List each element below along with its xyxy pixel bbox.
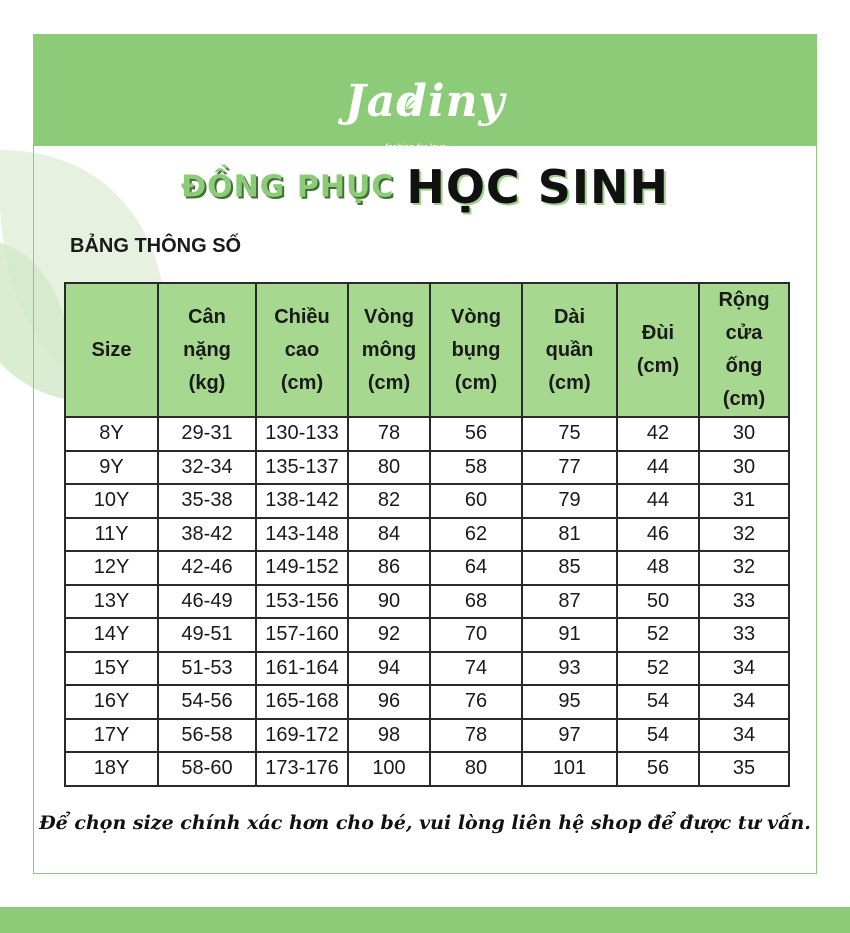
table-row [65,551,789,585]
table-cell: 157-160 [256,618,348,652]
table-cell: 16Y [65,685,158,719]
table-cell: 98 [348,719,430,753]
table-cell: 12Y [65,551,158,585]
table-cell: 100 [348,752,430,786]
table-cell: 56-58 [158,719,256,753]
header-length: Dài quần (cm) [522,283,617,417]
table-cell: 93 [522,652,617,686]
table-cell: 33 [699,618,789,652]
table-cell: 60 [430,484,522,518]
footer-band [0,907,850,933]
table-cell: 94 [348,652,430,686]
table-cell: 15Y [65,652,158,686]
table-cell: 33 [699,585,789,619]
table-cell: 173-176 [256,752,348,786]
table-cell: 18Y [65,752,158,786]
table-cell: 78 [430,719,522,753]
table-cell: 35-38 [158,484,256,518]
table-cell: 62 [430,518,522,552]
table-cell: 30 [699,451,789,485]
table-row [65,752,789,786]
table-row [65,585,789,619]
table-row [65,484,789,518]
table-cell: 46-49 [158,585,256,619]
table-cell: 87 [522,585,617,619]
table-cell: 44 [617,451,699,485]
table-row [65,451,789,485]
table-cell: 96 [348,685,430,719]
table-cell: 56 [430,417,522,451]
table-cell: 85 [522,551,617,585]
table-cell: 32 [699,551,789,585]
table-cell: 38-42 [158,518,256,552]
title-part-1: ĐỒNG PHỤC [181,169,395,205]
table-cell: 54 [617,685,699,719]
table-cell: 143-148 [256,518,348,552]
header-band [33,34,817,152]
table-cell: 29-31 [158,417,256,451]
table-cell: 49-51 [158,618,256,652]
table-row [65,518,789,552]
table-cell: 51-53 [158,652,256,686]
table-row [65,719,789,753]
table-cell: 92 [348,618,430,652]
table-cell: 77 [522,451,617,485]
table-cell: 84 [348,518,430,552]
table-row [65,652,789,686]
table-cell: 169-172 [256,719,348,753]
brand-name: Jadiny [344,76,506,127]
table-cell: 11Y [65,518,158,552]
table-cell: 64 [430,551,522,585]
table-cell: 13Y [65,585,158,619]
table-cell: 58-60 [158,752,256,786]
brand-logo[interactable] [33,34,817,152]
table-cell: 54 [617,719,699,753]
table-header-row [65,283,789,417]
table-cell: 52 [617,618,699,652]
header-height: Chiều cao (cm) [256,283,348,417]
table-cell: 130-133 [256,417,348,451]
table-cell: 161-164 [256,652,348,686]
table-cell: 135-137 [256,451,348,485]
table-cell: 80 [348,451,430,485]
brand-tagline: fashion for love [385,142,447,152]
table-cell: 165-168 [256,685,348,719]
table-row [65,618,789,652]
header-size: Size [65,283,158,417]
header-hip: Vòng mông (cm) [348,283,430,417]
table-cell: 138-142 [256,484,348,518]
table-cell: 80 [430,752,522,786]
table-cell: 54-56 [158,685,256,719]
table-cell: 17Y [65,719,158,753]
header-waist: Vòng bụng (cm) [430,283,522,417]
table-cell: 35 [699,752,789,786]
table-cell: 32 [699,518,789,552]
size-chart-table [64,282,790,787]
table-cell: 97 [522,719,617,753]
contact-note: Để chọn size chính xác hơn cho bé, vui lòng liên hệ shop để được tư vấn. [39,812,811,834]
table-cell: 31 [699,484,789,518]
table-cell: 74 [430,652,522,686]
table-cell: 9Y [65,451,158,485]
table-cell: 58 [430,451,522,485]
table-cell: 76 [430,685,522,719]
table-cell: 70 [430,618,522,652]
table-cell: 34 [699,719,789,753]
table-row [65,685,789,719]
title-part-2: HỌC SINH [406,160,669,214]
table-cell: 78 [348,417,430,451]
table-body [65,417,789,786]
header-leg-opening: Rộng cửa ống (cm) [699,283,789,417]
table-cell: 34 [699,652,789,686]
table-cell: 8Y [65,417,158,451]
table-cell: 90 [348,585,430,619]
table-cell: 79 [522,484,617,518]
table-cell: 46 [617,518,699,552]
table-cell: 81 [522,518,617,552]
table-row [65,417,789,451]
table-cell: 44 [617,484,699,518]
table-cell: 34 [699,685,789,719]
table-subtitle: BẢNG THÔNG SỐ [70,235,242,257]
table-cell: 86 [348,551,430,585]
table-cell: 91 [522,618,617,652]
table-cell: 10Y [65,484,158,518]
table-cell: 95 [522,685,617,719]
header-weight: Cân nặng (kg) [158,283,256,417]
header-thigh: Đùi (cm) [617,283,699,417]
page-title [0,160,850,214]
table-cell: 153-156 [256,585,348,619]
table-cell: 56 [617,752,699,786]
table-cell: 82 [348,484,430,518]
table-cell: 42 [617,417,699,451]
table-cell: 32-34 [158,451,256,485]
table-cell: 14Y [65,618,158,652]
table-cell: 75 [522,417,617,451]
table-cell: 50 [617,585,699,619]
table-cell: 101 [522,752,617,786]
table-cell: 52 [617,652,699,686]
table-cell: 42-46 [158,551,256,585]
table-cell: 30 [699,417,789,451]
table-cell: 149-152 [256,551,348,585]
table-cell: 48 [617,551,699,585]
table-cell: 68 [430,585,522,619]
